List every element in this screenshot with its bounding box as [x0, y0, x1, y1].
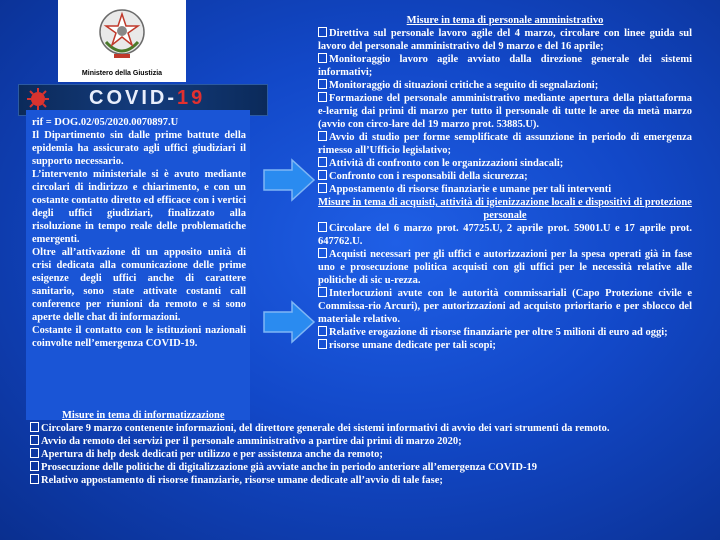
measures-panel: [318, 14, 692, 352]
list-item: Formazione del personale amministrativo mediante apertura della piattaforma e-learnig dai primi di marzo per tutto il personale di tutte le aree da metà marzo (avvio con circo-lare del 19 marzo prot. 53885.U).: [318, 93, 692, 130]
virus-icon: [25, 88, 51, 110]
checkbox-icon: [318, 183, 327, 193]
checkbox-icon: [318, 287, 327, 297]
ministry-emblem: [58, 0, 186, 82]
covid-number: 19: [177, 87, 206, 109]
checkbox-icon: [318, 339, 327, 349]
list-item: Circolare 9 marzo contenente informazioni, del direttore generale dei sistemi informativi di avvio dei vari strumenti da remoto.: [30, 422, 700, 435]
list-item: Appostamento di risorse finanziarie e umane per tali interventi: [318, 183, 692, 196]
checkbox-icon: [318, 248, 327, 258]
ministry-name: Ministero della Giustizia: [81, 70, 163, 77]
checkbox-icon: [318, 27, 327, 37]
checkbox-icon: [318, 131, 327, 141]
checkbox-icon: [318, 170, 327, 180]
checkbox-icon: [318, 79, 327, 89]
list-item: Avvio da remoto dei servizi per il personale amministrativo a partire dai primi di marzo 2020;: [30, 435, 700, 448]
checkbox-icon: [318, 157, 327, 167]
list-item: Relative erogazione di risorse finanziarie per oltre 5 milioni di euro ad oggi;: [318, 326, 692, 339]
list-item: Acquisti necessari per gli uffici e autorizzazioni per la spesa operati già in fase uno e prosecuzione politica acquisti con gli uffici per le necessità relative alle politiche di sic u-rezza.: [318, 249, 692, 286]
covid-title: COVID-19: [89, 87, 206, 109]
list-item: Relativo appostamento di risorse finanziarie, risorse umane dedicate all’avvio di tale fase;: [30, 474, 700, 487]
list-item: risorse umane dedicate per tali scopi;: [318, 339, 692, 352]
summary-paragraph: Costante il contatto con le istituzioni nazionali coinvolte nell’emergenza COVID-19.: [32, 325, 246, 349]
list-item: Apertura di help desk dedicati per utilizzo e per assistenza anche da remoto;: [30, 448, 700, 461]
list-item: Direttiva sul personale lavoro agile del 4 marzo, circolare con linee guida sul lavoro del personale amministrativo del 9 marzo e del 16 aprile;: [318, 28, 692, 52]
section-heading-informatizzazione: Misure in tema di informatizzazione: [62, 410, 225, 421]
arrow-right-icon: [262, 158, 316, 202]
list-item: Confronto con i responsabili della sicurezza;: [318, 170, 692, 183]
list-item: Circolare del 6 marzo prot. 47725.U, 2 aprile prot. 59001.U e 17 aprile prot. 647762.U.: [318, 223, 692, 247]
checkbox-icon: [30, 422, 39, 432]
list-item: Monitoraggio di situazioni critiche a seguito di segnalazioni;: [318, 79, 692, 92]
summary-paragraph: Oltre all’attivazione di un apposito unità di crisi dedicata alla comunicazione delle prime esigenze degli uffici anche di carattere sanitario, sono state attivate costanti call conference per riunioni da remoto e si sono aperte delle chat di informazioni.: [32, 247, 246, 323]
checkbox-icon: [318, 92, 327, 102]
reference-number: rif = DOG.02/05/2020.0070897.U: [32, 117, 179, 128]
summary-panel: [26, 110, 250, 420]
list-item: Attività di confronto con le organizzazioni sindacali;: [318, 157, 692, 170]
section-heading-acquisti: Misure in tema di acquisti, attività di igienizzazione locali e dispositivi di protezione personale: [318, 197, 692, 221]
checkbox-icon: [318, 222, 327, 232]
summary-paragraph: L’intervento ministeriale si è avuto mediante circolari di indirizzo e chiarimento, e con un costante contatto diretto ed efficace con i vertici degli uffici giudiziari, finalizzato alla risoluzione in tempo reale delle problematiche emergenti.: [32, 169, 246, 245]
informatizzazione-panel: [30, 409, 700, 487]
summary-paragraph: Il Dipartimento sin dalle prime battute della epidemia ha assicurato agli uffici giudiziari il supporto necessario.: [32, 130, 246, 167]
list-item: Interlocuzioni avute con le autorità commissariali (Capo Protezione civile e Commissa-rio Arcuri), per autorizzazioni ad acquisto prioritario e per sblocco del materiale relativo.: [318, 288, 692, 325]
checkbox-icon: [318, 53, 327, 63]
list-item: Monitoraggio lavoro agile avviato dalla direzione generale dei sistemi informativi;: [318, 54, 692, 78]
emblem-icon: [98, 2, 146, 66]
list-item: Prosecuzione delle politiche di digitalizzazione già avviate anche in periodo anteriore all’emergenza COVID-19: [30, 461, 700, 474]
checkbox-icon: [30, 448, 39, 458]
section-heading-personale: Misure in tema di personale amministrativo: [406, 15, 604, 26]
checkbox-icon: [318, 326, 327, 336]
list-item: Avvio di studio per forme semplificate di assunzione in periodo di emergenza rimesso all’Ufficio legislativo;: [318, 132, 692, 156]
arrow-right-icon: [262, 300, 316, 344]
checkbox-icon: [30, 474, 39, 484]
checkbox-icon: [30, 461, 39, 471]
checkbox-icon: [30, 435, 39, 445]
